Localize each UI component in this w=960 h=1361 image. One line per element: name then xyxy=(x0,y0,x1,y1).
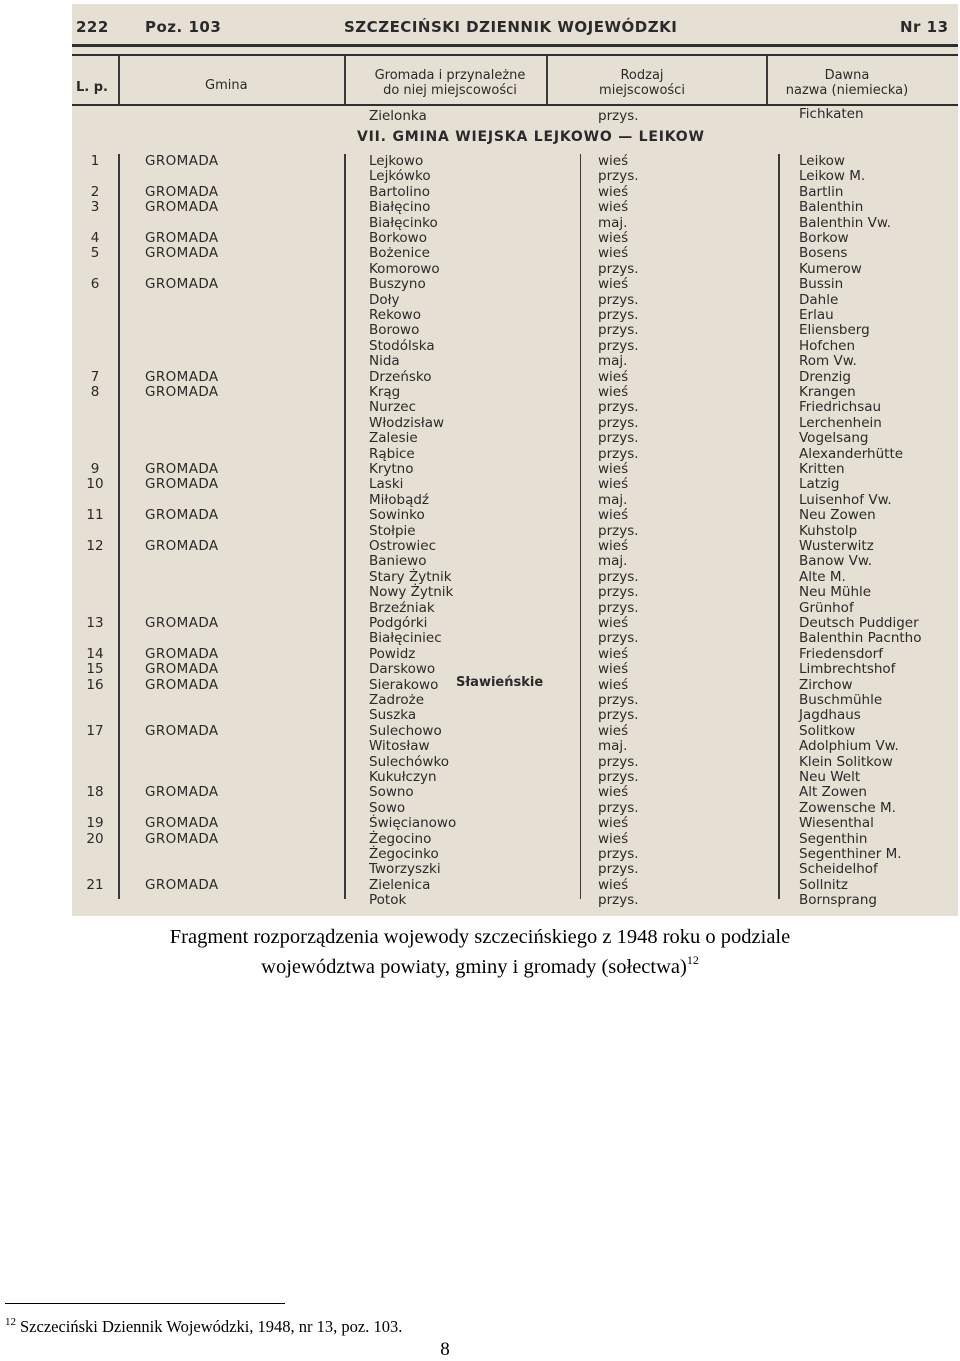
row-gmina: GROMADA xyxy=(145,183,219,200)
row-locality-name: Nowy Żytnik xyxy=(369,584,454,601)
row-locality-type: wieś xyxy=(598,276,629,293)
row-gmina: GROMADA xyxy=(145,384,219,400)
row-locality-type: wieś xyxy=(598,153,629,169)
row-locality-name: Tworzyszki xyxy=(369,861,441,878)
row-german-name: Solitkow xyxy=(799,722,856,739)
row-locality-type: wieś xyxy=(598,645,629,662)
row-locality-name: Stołpie xyxy=(369,522,416,539)
row-locality-name: Stary Żytnik xyxy=(369,568,452,585)
row-gmina: GROMADA xyxy=(145,722,219,739)
caption-line-1: Fragment rozporządzenia wojewody szczecińskiego z 1948 roku o podziale xyxy=(169,926,791,948)
row-locality-name: Lejkowo xyxy=(369,153,424,169)
row-german-name: Rom Vw. xyxy=(799,353,857,370)
row-locality-name: Laski xyxy=(369,476,404,493)
row-gmina: GROMADA xyxy=(145,245,219,262)
row-german-name: Krangen xyxy=(799,384,856,400)
row-gmina: GROMADA xyxy=(145,830,219,847)
row-locality-name: Sulechowo xyxy=(369,722,442,739)
page-number: 8 xyxy=(440,1339,450,1360)
section-title: VII. GMINA WIEJSKA LEJKOWO — LEIKOW xyxy=(357,129,705,145)
row-locality-name: Nurzec xyxy=(369,399,417,416)
first-row-german: Fichkaten xyxy=(799,106,864,122)
row-locality-type: przys. xyxy=(598,584,639,601)
row-gmina: GROMADA xyxy=(145,153,219,169)
row-german-name: Balenthin Pacntho xyxy=(799,630,922,647)
row-gmina: GROMADA xyxy=(145,368,219,385)
row-german-name: Banow Vw. xyxy=(799,553,873,570)
row-locality-name: Stodólska xyxy=(369,337,435,354)
row-locality-name: Sulechówko xyxy=(369,753,450,770)
row-german-name: Leikow xyxy=(799,153,845,169)
row-locality-name: Białęciniec xyxy=(369,630,442,647)
first-row-name: Zielonka xyxy=(369,108,427,124)
row-locality-type: wieś xyxy=(598,507,629,524)
row-locality-name: Rekowo xyxy=(369,307,421,323)
row-locality-type: przys. xyxy=(598,707,639,724)
column-dawna-nazwa: Dawna nazwa (niemiecka) xyxy=(785,68,909,98)
row-locality-name: Borowo xyxy=(369,322,420,339)
row-number: 14 xyxy=(86,645,104,662)
row-locality-name: Kukułczyn xyxy=(369,769,437,785)
row-german-name: Neu Mühle xyxy=(799,584,872,601)
row-german-name: Wiesenthal xyxy=(799,815,874,832)
row-locality-type: przys. xyxy=(598,399,639,416)
row-gmina: GROMADA xyxy=(145,276,219,293)
row-german-name: Zowensche M. xyxy=(799,799,896,816)
row-locality-type: maj. xyxy=(598,553,628,570)
row-locality-name: Białęcinko xyxy=(369,214,438,231)
scan-issue: Nr 13 xyxy=(900,18,949,36)
row-gmina: GROMADA xyxy=(145,661,219,678)
row-german-name: Balenthin Vw. xyxy=(799,214,891,231)
row-german-name: Bartlin xyxy=(799,183,844,200)
row-german-name: Drenzig xyxy=(799,368,851,385)
row-locality-type: przys. xyxy=(598,522,639,539)
column-divider xyxy=(778,154,780,899)
row-gmina: GROMADA xyxy=(145,230,219,246)
row-gmina: GROMADA xyxy=(145,199,219,216)
row-german-name: Neu Zowen xyxy=(799,507,876,524)
column-rodzaj: Rodzaj miejscowości xyxy=(599,68,685,98)
footnote xyxy=(5,1317,402,1337)
row-locality-name: Zalesie xyxy=(369,430,418,447)
row-locality-type: przys. xyxy=(598,445,639,462)
row-german-name: Adolphium Vw. xyxy=(799,738,899,755)
footnote-number: 12 xyxy=(5,1316,16,1328)
row-locality-name: Baniewo xyxy=(369,553,427,570)
row-locality-name: Żegocino xyxy=(369,830,432,847)
row-german-name: Alexanderhütte xyxy=(799,445,904,462)
row-locality-type: przys. xyxy=(598,414,639,431)
row-locality-name: Lejkówko xyxy=(369,168,431,185)
row-gmina: GROMADA xyxy=(145,507,219,524)
row-locality-name: Buszyno xyxy=(369,276,426,293)
row-german-name: Klein Solitkow xyxy=(799,753,893,770)
row-locality-type: przys. xyxy=(598,291,639,308)
row-german-name: Lerchenhein xyxy=(799,414,882,431)
row-german-name: Deutsch Puddiger xyxy=(799,615,919,631)
row-locality-type: wieś xyxy=(598,876,629,893)
row-german-name: Segenthiner M. xyxy=(799,846,902,862)
scan-page-number: 222 xyxy=(76,18,109,36)
row-locality-type: przys. xyxy=(598,168,639,185)
row-locality-name: Żegocinko xyxy=(369,846,439,862)
row-german-name: Buschmühle xyxy=(799,692,883,708)
row-locality-type: wieś xyxy=(598,538,629,554)
row-german-name: Grünhof xyxy=(799,599,854,616)
row-number: 17 xyxy=(86,722,104,739)
column-divider xyxy=(344,56,346,104)
row-number: 2 xyxy=(90,183,100,200)
row-german-name: Kumerow xyxy=(799,260,862,277)
row-locality-name: Powidz xyxy=(369,645,416,662)
row-german-name: Vogelsang xyxy=(799,430,869,447)
row-german-name: Limbrechtshof xyxy=(799,661,896,678)
row-number: 15 xyxy=(86,661,104,678)
column-lp: L. p. xyxy=(76,80,108,95)
row-locality-name: Zielenica xyxy=(369,876,431,893)
row-locality-name: Suszka xyxy=(369,707,417,724)
row-locality-type: wieś xyxy=(598,661,629,678)
column-gromada: Gromada i przynależne do niej miejscowości xyxy=(374,68,526,98)
row-gmina: GROMADA xyxy=(145,784,219,801)
row-locality-type: wieś xyxy=(598,183,629,200)
row-locality-type: wieś xyxy=(598,384,629,400)
row-locality-type: przys. xyxy=(598,892,639,909)
row-locality-type: przys. xyxy=(598,861,639,878)
row-german-name: Jagdhaus xyxy=(799,707,861,724)
row-number: 8 xyxy=(90,384,100,400)
row-locality-type: wieś xyxy=(598,784,629,801)
row-locality-type: maj. xyxy=(598,214,628,231)
row-locality-name: Włodzisław xyxy=(369,414,445,431)
row-gmina: GROMADA xyxy=(145,615,219,631)
row-number: 5 xyxy=(90,245,100,262)
row-locality-name: Krąg xyxy=(369,384,401,400)
column-divider xyxy=(546,56,548,104)
row-number: 3 xyxy=(90,199,100,216)
footnote-reference[interactable]: 12 xyxy=(686,953,699,967)
row-number: 18 xyxy=(86,784,104,801)
row-number: 9 xyxy=(90,461,100,477)
column-divider xyxy=(118,56,120,104)
row-locality-type: wieś xyxy=(598,199,629,216)
row-locality-name: Sowinko xyxy=(369,507,425,524)
row-locality-type: maj. xyxy=(598,491,628,508)
row-number: 1 xyxy=(90,153,100,169)
row-locality-type: wieś xyxy=(598,476,629,493)
row-locality-type: maj. xyxy=(598,353,628,370)
row-gmina: GROMADA xyxy=(145,815,219,832)
row-german-name: Wusterwitz xyxy=(799,538,874,554)
row-german-name: Eliensberg xyxy=(799,322,870,339)
scan-journal-title: SZCZECIŃSKI DZIENNIK WOJEWÓDZKI xyxy=(344,18,678,36)
row-locality-type: przys. xyxy=(598,430,639,447)
header-rule xyxy=(72,44,958,47)
row-locality-name: Nida xyxy=(369,353,400,370)
row-german-name: Dahle xyxy=(799,291,839,308)
row-number: 11 xyxy=(86,507,104,524)
row-locality-type: wieś xyxy=(598,230,629,246)
row-number: 21 xyxy=(86,876,104,893)
row-number: 6 xyxy=(90,276,100,293)
row-locality-name: Bartolino xyxy=(369,183,430,200)
margin-note: Sławieńskie xyxy=(456,675,544,690)
row-locality-type: przys. xyxy=(598,753,639,770)
row-german-name: Alt Zowen xyxy=(799,784,867,801)
column-divider xyxy=(118,154,120,899)
row-number: 10 xyxy=(86,476,104,493)
row-locality-name: Miłobądź xyxy=(369,491,429,508)
row-locality-type: przys. xyxy=(598,630,639,647)
row-locality-name: Krytno xyxy=(369,461,414,477)
row-german-name: Friedensdorf xyxy=(799,645,883,662)
row-locality-type: wieś xyxy=(598,245,629,262)
scanned-document-image xyxy=(72,4,958,916)
row-locality-name: Święcianowo xyxy=(369,815,457,832)
row-locality-name: Komorowo xyxy=(369,260,440,277)
row-locality-type: wieś xyxy=(598,815,629,832)
scan-position: Poz. 103 xyxy=(145,18,222,36)
row-locality-type: wieś xyxy=(598,830,629,847)
row-locality-name: Podgórki xyxy=(369,615,428,631)
row-locality-name: Drzeńsko xyxy=(369,368,432,385)
row-german-name: Hofchen xyxy=(799,337,856,354)
row-german-name: Bosens xyxy=(799,245,848,262)
row-number: 4 xyxy=(90,230,100,246)
row-number: 16 xyxy=(86,676,104,693)
row-locality-type: wieś xyxy=(598,461,629,477)
row-number: 20 xyxy=(86,830,104,847)
column-divider xyxy=(344,154,346,899)
row-locality-name: Ostrowiec xyxy=(369,538,436,554)
row-locality-type: przys. xyxy=(598,846,639,862)
row-german-name: Sollnitz xyxy=(799,876,849,893)
row-german-name: Latzig xyxy=(799,476,840,493)
row-locality-name: Brzeźniak xyxy=(369,599,435,616)
row-locality-name: Bożenice xyxy=(369,245,430,262)
row-locality-name: Sierakowo xyxy=(369,676,439,693)
row-locality-name: Darskowo xyxy=(369,661,436,678)
row-locality-name: Doły xyxy=(369,291,400,308)
row-locality-name: Sowno xyxy=(369,784,414,801)
row-locality-type: przys. xyxy=(598,260,639,277)
row-locality-type: maj. xyxy=(598,738,628,755)
column-gmina: Gmina xyxy=(205,78,248,93)
row-gmina: GROMADA xyxy=(145,645,219,662)
row-german-name: Leikow M. xyxy=(799,168,866,185)
row-german-name: Scheidelhof xyxy=(799,861,878,878)
row-locality-type: przys. xyxy=(598,337,639,354)
row-number: 7 xyxy=(90,368,100,385)
row-german-name: Kritten xyxy=(799,461,845,477)
caption-line-2: województwa powiaty, gminy i gromady (sołectwa)$^{12}$ xyxy=(261,953,699,978)
row-locality-name: Zadroże xyxy=(369,692,424,708)
row-locality-type: przys. xyxy=(598,599,639,616)
row-number: 12 xyxy=(86,538,104,554)
row-gmina: GROMADA xyxy=(145,476,219,493)
row-german-name: Friedrichsau xyxy=(799,399,882,416)
row-locality-type: przys. xyxy=(598,799,639,816)
row-locality-type: przys. xyxy=(598,322,639,339)
row-locality-name: Borkowo xyxy=(369,230,427,246)
row-locality-name: Rąbice xyxy=(369,445,415,462)
row-locality-name: Witosław xyxy=(369,738,430,755)
row-locality-type: przys. xyxy=(598,692,639,708)
row-locality-name: Potok xyxy=(369,892,407,909)
figure-caption xyxy=(60,922,900,982)
row-german-name: Luisenhof Vw. xyxy=(799,491,892,508)
footnote-separator xyxy=(5,1303,285,1304)
column-divider xyxy=(766,56,768,104)
row-german-name: Balenthin xyxy=(799,199,864,216)
row-locality-name: Białęcino xyxy=(369,199,431,216)
row-locality-type: przys. xyxy=(598,568,639,585)
row-gmina: GROMADA xyxy=(145,876,219,893)
row-german-name: Zirchow xyxy=(799,676,853,693)
row-number: 13 xyxy=(86,615,104,631)
row-german-name: Bussin xyxy=(799,276,844,293)
first-row-type: przys. xyxy=(598,108,639,124)
footnote-text: Szczeciński Dziennik Wojewódzki, 1948, nr 13, poz. 103. xyxy=(20,1317,403,1336)
row-german-name: Alte M. xyxy=(799,568,846,585)
row-locality-type: wieś xyxy=(598,676,629,693)
column-divider xyxy=(580,154,581,899)
row-number: 19 xyxy=(86,815,104,832)
row-locality-type: wieś xyxy=(598,722,629,739)
row-locality-type: przys. xyxy=(598,769,639,785)
row-gmina: GROMADA xyxy=(145,461,219,477)
row-german-name: Borkow xyxy=(799,230,849,246)
row-german-name: Neu Welt xyxy=(799,769,861,785)
row-locality-type: przys. xyxy=(598,307,639,323)
row-german-name: Segenthin xyxy=(799,830,868,847)
header-rule-thin xyxy=(72,54,958,56)
row-gmina: GROMADA xyxy=(145,676,219,693)
row-german-name: Bornsprang xyxy=(799,892,877,909)
row-locality-type: wieś xyxy=(598,368,629,385)
row-locality-name: Sowo xyxy=(369,799,406,816)
row-gmina: GROMADA xyxy=(145,538,219,554)
row-german-name: Erlau xyxy=(799,307,834,323)
row-locality-type: wieś xyxy=(598,615,629,631)
row-german-name: Kuhstolp xyxy=(799,522,858,539)
